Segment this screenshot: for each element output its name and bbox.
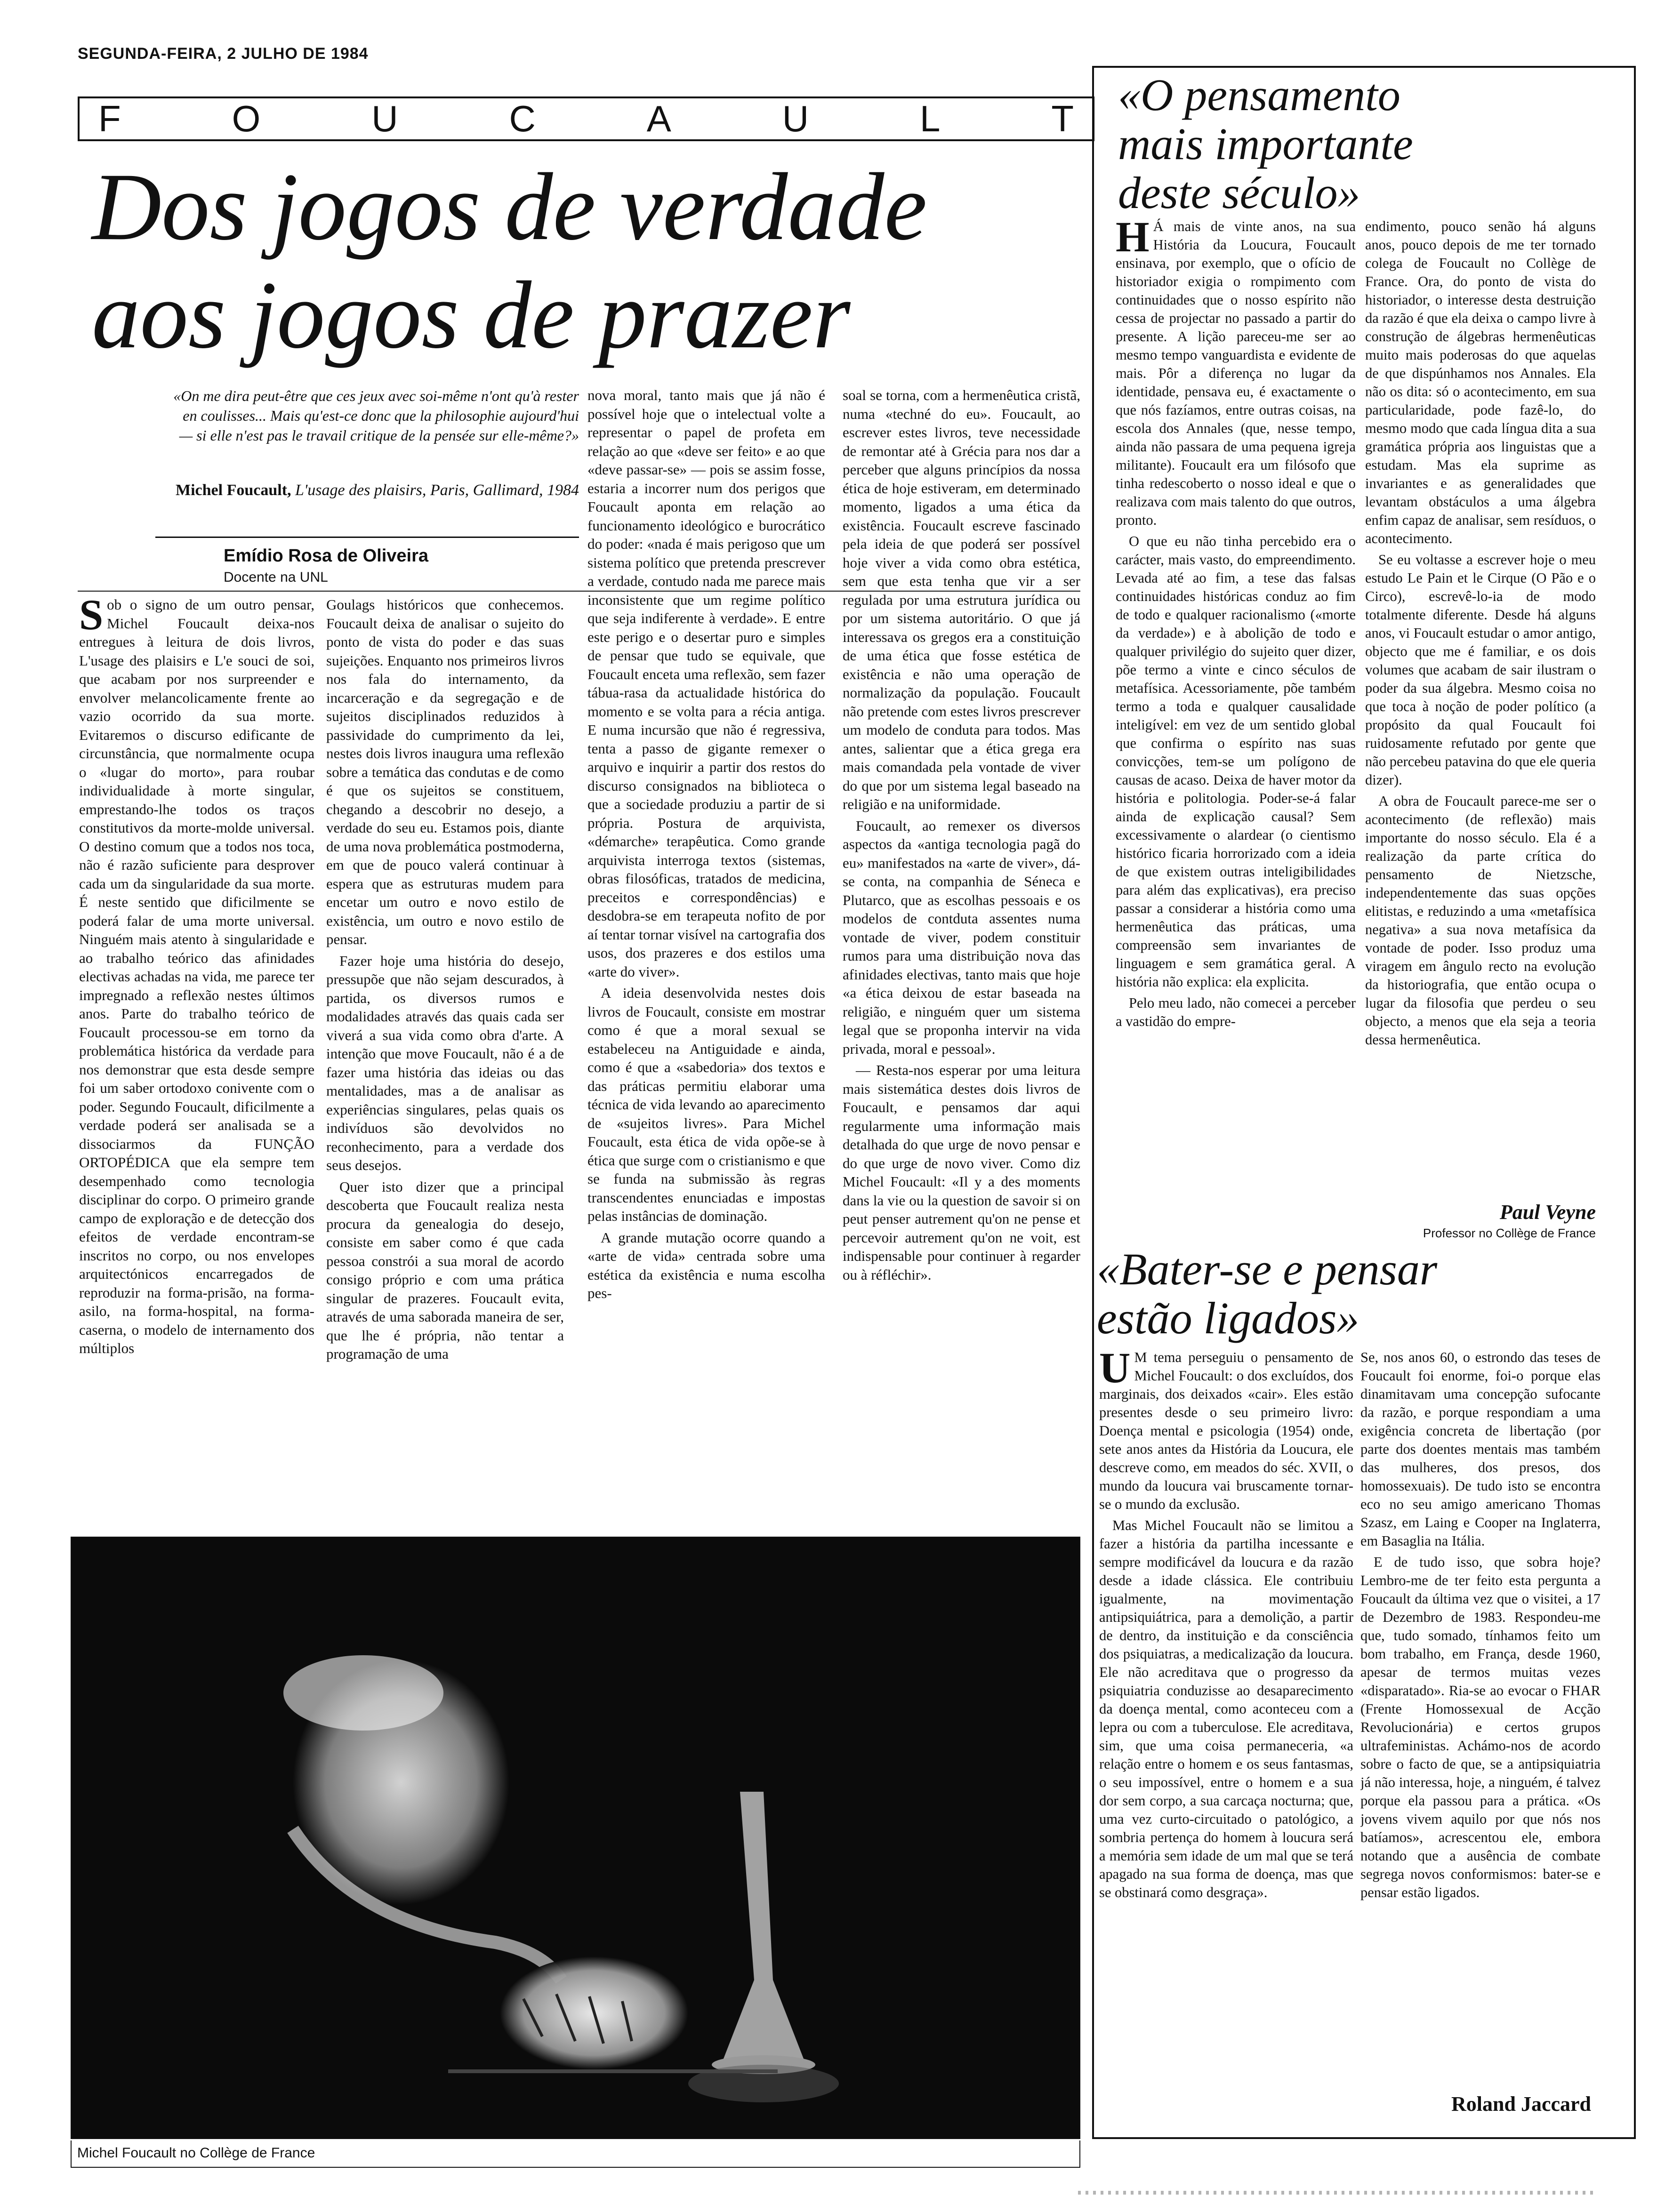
epigraph-book: L'usage des plaisirs, Paris, Gallimard, 1984 bbox=[295, 481, 579, 499]
paragraph: Goulags históricos que conhecemos. Foucault deixa de analisar o sujeito do ponto de vista do poder e das suas sujeições. Enquanto nos primeiros livros nos fala do internamento, da incarceração e da segregação e de sujeitos disciplinados reduzidos à passividade do cumprimento da lei, nestes dois livros inaugura uma reflexão sobre a temática das condutas e de como é que os sujeitos se constituem, chegando a descobrir no desejo, a verdade do seu eu. Estamos pois, diante de uma nova problemática postmoderna, em que de pouco valerá continuar à espera que as estruturas mudem para encetar um outro e novo estilo de existência, um outro e novo estilo de pensar. bbox=[326, 596, 564, 947]
paragraph: Mas Michel Foucault não se limitou a fazer a história da partilha incessante e sempre modificável da loucura e da razão desde a idade clássica. Ele contribuiu igualmente, na movimentação antipsiquiátrica, para a demolição, a partir de dentro, da instituição e da consciência dos psiquiatras, a medicalização da loucura. Ele não acreditava que o progresso da psiquiatria conduzisse ao desaparecimento da doença mental, como aconteceu com a lepra ou com a tuberculose. Ele acreditava, sim, que uma coisa permaneceria, «a relação entre o homem e os seus fantasmas, o seu impossível, entre o homem e a sua dor sem corpo, a sua carcaça nocturna; que, uma vez curto-circuitado o patológico, a sombria pertença do homem à loucura será a memória sem idade de um mal que se terá apagado na sua forma de doença, mas que se obstinará como desgraça». bbox=[1099, 1517, 1353, 1900]
paragraph: Se, nos anos 60, o estrondo das teses de Foucault foi enorme, foi-o porque elas dinamitavam uma concepção sufocante da razão, e porque respondiam a uma exigência concreta de libertação (por parte dos doentes mentais mas também das mulheres, dos presos, dos homossexuais). De tudo isto se encontra eco no seu amigo americano Thomas Szasz, em Laing e Cooper na Inglaterra, em Basaglia na Itália. bbox=[1360, 1349, 1601, 1549]
box1-title bbox=[1118, 71, 1626, 217]
section-letter: C bbox=[509, 98, 536, 139]
paragraph: soal se torna, com a hermenêutica cristã, numa «techné do eu». Foucault, ao escrever estes livros, teve necessidade de remontar até à Grécia para nos dar a perceber que alguns princípios da nossa ética de hoje estiveram, em determinado momento, ligados a uma ética da existência. Foucault escreve fascinado pela ideia de que poderá ser possível hoje viver a vida como obra estética, sem que esta tenha que vir a ser regulada por uma estrutura jurídica ou por um sistema autoritário. O que já interessava os gregos era a constituição de uma ética que fosse estética de existência e não uma operação de normalização da população. Foucault não pretende com estes livros prescrever um modelo de conduta para todos. Mas antes, salientar que a ética grega era mais comandada pela vontade de viver do que por um sistema legal baseado na religião e na uniformidade. bbox=[843, 387, 1080, 812]
epigraph-author: Michel Foucault, bbox=[176, 481, 291, 499]
section-letter: U bbox=[371, 98, 398, 139]
drop-cap: S bbox=[79, 595, 104, 639]
headline-line-2: aos jogos de prazer bbox=[92, 262, 851, 369]
box2-title-line: «Bater-se e pensar bbox=[1097, 1244, 1438, 1294]
scan-artifact bbox=[1078, 2191, 1596, 2195]
paragraph: — Resta-nos esperar por uma leitura mais sistemática destes dois livros de Foucault, e pensamos dar aqui regularmente uma informação mais detalhada do que urge de novo pensar e do que urge de novo viver. Como diz Michel Foucault: «Il y a des moments dans la vie ou la question de savoir si on peut penser autrement qu'on ne pense et percevoir autrement qu'on ne voit, est indispensable pour continuer à regarder ou à réfléchir». bbox=[843, 1062, 1080, 1283]
paragraph: nova moral, tanto mais que já não é possível hoje que o intelectual volte a representar o papel de profeta em relação ao que «deve ser feito» e ao que «deve passar-se» — pois se assim fosse, estaria a incorrer num dos perigos que Foucault aponta em relação ao funcionamento ideológico e burocrático do poder: «nada é mais perigoso que um sistema político que pretenda prescrever a verdade, contudo nada me parece mais inconsistente que um regime político que seja indiferente à verdade». E entre este perigo e o desertar puro e simples de pensar que tudo se equivale, que Foucault enceta uma reflexão, sem fazer tábua-rasa da actualidade histórica do momento e se volta para a récia antiga. E numa incursão que não é regressiva, tenta a passo de gigante remexer o arquivo e inquirir a partir dos restos do discurso consignados na biblioteca o que a sociedade produziu a partir de si própria. Postura de arquivista, «démarche» terapêutica. Como grande arquivista interroga textos (sistemas, obras filosóficas, tratados de medicina, preceitos e correspondências) e desdobra-se em terapeuta nofito de por aí tentar tornar visível na cartografia dos usos, dos prazeres e dos estilos uma «arte do viver». bbox=[587, 387, 825, 980]
photo-illustration bbox=[72, 1538, 1080, 2139]
paragraph: Se eu voltasse a escrever hoje o meu estudo Le Pain et le Cirque (O Pão e o Circo), escrevê-lo-ia de modo totalmente diferente. Desde há alguns anos, vi Foucault estudar o amor antigo, objecto que me é familiar, e os dois volumes que acabam de sair ilustram o poder da sua álgebra. Mesmo coisa no que toca à noção de poder político (a propósito da qual Foucault foi ruidosamente refutado por gente que não percebeu patavina do que ele queria dizer). bbox=[1365, 552, 1596, 788]
section-letter: F bbox=[98, 98, 121, 139]
section-letter: O bbox=[232, 98, 261, 139]
epigraph-source bbox=[155, 480, 579, 501]
paragraph: Á mais de vinte anos, na sua História da Loucura, Foucault ensinava, por exemplo, que o ofício de historiador exigia o rompimento com continuidades que o nosso espírito não cessa de projectar no passado a partir do presente. A lição pareceu-me ser ao mesmo tempo vanguardista e evidente de mais. Pôr a diferença no lugar da identidade, pensava eu, é exactamente o que nós fazíamos, entre outras coisas, na escola dos Annales (que, nesse tempo, ainda não passara de uma pequena igreja militante). Foucault era um filósofo que tinha redescoberto o nosso ideal e que o realizava com mais talento do que outros, pronto. bbox=[1116, 218, 1356, 528]
section-banner bbox=[78, 96, 1094, 141]
paragraph: A ideia desenvolvida nestes dois livros de Foucault, consiste em mostrar como é que a moral sexual se estabeleceu na Antiguidade e ainda, como é que a «sabedoria» dos textos e das práticas permitiu elaborar uma técnica de vida levando ao aparecimento de «sujeitos livres». Para Michel Foucault, esta ética de vida opõe-se à ética que surge com o cristianismo e que se funda na submissão às regras transcendentes enunciadas e impostas pelas instâncias de dominação. bbox=[587, 985, 825, 1224]
headline-line-1: Dos jogos de verdade bbox=[92, 153, 927, 260]
paragraph: O que eu não tinha percebido era o carácter, mais vasto, do empreendimento. Levada até ao fim, a tese das falsas continuidades históricas conduz ao fim de todo e qualquer racionalismo («morte da verdade») e à abolição de todo e qualquer privilégio do sujeito quer dizer, põe termo a vinte e cinco séculos de metafísica. Acessoriamente, põe também termo a toda e qualquer causalidade inteligível: em vez de um sentido global que confirma o espírito nas suas convicções, tem-se um polígono de causas de acaso. Deixa de haver motor da história e politologia. Poder-se-á falar ainda de explicação causal? Sem excessivamente o alardear (o cientismo histórico ficaria horrorizado com a ideia de que existem outras inteligibilidades para além das explicativas), era preciso passar a considerar a história como uma hermenêutica das práticas, uma compreensão sem invariantes de linguagem e sem gramática geral. A história não explica: ela explicita. bbox=[1116, 533, 1356, 990]
paragraph: A grande mutação ocorre quando a «arte de vida» centrada sobre uma estética da existência e numa escolha pes- bbox=[587, 1229, 825, 1301]
byline-name: Emídio Rosa de Oliveira bbox=[224, 546, 429, 566]
article-column-4 bbox=[843, 386, 1080, 1530]
box2-column-a bbox=[1099, 1348, 1353, 2130]
byline-role: Docente na UNL bbox=[224, 569, 328, 585]
photo-caption: Michel Foucault no Collège de France bbox=[71, 2140, 1080, 2168]
paragraph: Quer isto dizer que a principal descoberta que Foucault realiza nesta procura da genealogia do desejo, consiste em saber como é que cada pessoa constrói a sua moral de acordo consigo próprio e com uma prática singular de prazeres. Foucault evita, através de uma saborada maneira de ser, que lhe é própria, não tentar a programação de uma bbox=[326, 1178, 564, 1362]
paragraph: A obra de Foucault parece-me ser o acontecimento (de reflexão) mais importante do nosso século. Ela é a realização da parte crítica do pensamento de Nietzsche, independentemente das suas opções elitistas, e reduzindo a uma «metafísica negativa» a sua nova metafísica da vontade de poder. Isso produz uma viragem em ângulo recto na evolução da historiografia, que então ocupa o lugar da filosofia que perdeu o seu objecto, a menos que ela seja a teoria dessa hermenêutica. bbox=[1365, 793, 1596, 1048]
dateline: SEGUNDA-FEIRA, 2 JULHO DE 1984 bbox=[78, 45, 369, 63]
section-letter: A bbox=[646, 98, 671, 139]
foucault-photo bbox=[71, 1537, 1080, 2139]
paragraph: Pelo meu lado, não comecei a perceber a vastidão do empre- bbox=[1116, 995, 1356, 1029]
paragraph: Foucault, ao remexer os diversos aspectos da «antiga tecnologia pagã do eu» manifestados na «arte de viver», dá-se conta, na companhia de Séneca e Plutarco, que as escolhas pessoais e os modelos de contduta assentes numa vontade de viver, podem constituir rumos para uma distribuição nova das afinidades electivas, tanto mais que hoje «a ética deixou de estar baseada na religião, e ninguém quer um sistema legal que se proponha intervir na vida privada, moral e pessoal». bbox=[843, 817, 1080, 1057]
box1-author-role: Professor no Collège de France bbox=[1423, 1226, 1596, 1240]
paragraph: M tema perseguiu o pensamento de Michel Foucault: o dos excluídos, dos marginais, dos deixados «cair». Eles estão presentes desde o seu primeiro livro: Doença mental e psicologia (1954) onde, sete anos antes da História da Loucura, ele descreve como, em meados do séc. XVII, o mundo da loucura vai bruscamente tornar-se o mundo da exclusão. bbox=[1099, 1349, 1353, 1512]
box1-column-a bbox=[1116, 217, 1356, 1234]
box2-author: Roland Jaccard bbox=[1451, 2092, 1591, 2116]
paragraph: E de tudo isso, que sobra hoje? Lembro-me de ter feito esta pergunta a Foucault da última vez que o visitei, a 17 de Dezembro de 1983. Respondeu-me que, tudo somado, tínhamos feito um bom trabalho, em França, desde 1960, apesar de termos muitas vezes «disparatado». Ria-se ao evocar o FHAR (Frente Homossexual de Acção Revolucionária) e certos grupos ultrafeministas. Achámo-nos de acordo sobre o facto de que, se a antipsiquiatria já não interessa, hoje, a ninguém, é talvez porque ela passou para a prática. «Os jovens vivem aquilo por que nós nos batíamos», acrescentou ele, embora notando que a ausência de combate segrega novos conformismos: bater-se e pensar estão ligados. bbox=[1360, 1554, 1601, 1900]
article-headline bbox=[92, 153, 1080, 369]
article-column-1 bbox=[79, 595, 314, 1530]
box2-title-line: estão ligados» bbox=[1097, 1293, 1359, 1343]
section-letter: T bbox=[1051, 98, 1074, 139]
drop-cap: U bbox=[1099, 1348, 1131, 1392]
box1-column-b bbox=[1365, 217, 1596, 1196]
byline-rule-top bbox=[155, 537, 579, 538]
article-column-2 bbox=[326, 595, 564, 1530]
box2-column-b bbox=[1360, 1348, 1601, 2087]
box1-author: Paul Veyne bbox=[1499, 1201, 1596, 1224]
article-column-3 bbox=[587, 386, 825, 1530]
box1-title-line: deste século» bbox=[1118, 168, 1360, 218]
paragraph: endimento, pouco senão há alguns anos, pouco depois de me ter tornado colega de Foucault no Collège de France. Ora, do ponto de vista do historiador, o interesse desta destruição da razão é que ela deixa o campo livre à construção de álgebras hermenêuticas muito mais poderosas do que aquelas de que dispúnhamos nos Annales. Ela não os dita: só o acontecimento, em sua particularidade, pode fazê-lo, do mesmo modo que cada língua dita a sua gramática própria aos linguistas que a estudam. Mas ela suprime as invariantes e as generalidades que levantam obstáculos a uma álgebra enfim capaz de analisar, sem resíduos, o acontecimento. bbox=[1365, 218, 1596, 546]
epigraph-quote: «On me dira peut-être que ces jeux avec soi-même n'ont qu'à rester en coulisses... Mais qu'est-ce donc que la philosophie aujourd'hui — si elle n'est pas le travail critique de la pensée sur elle-même?» bbox=[173, 387, 579, 444]
box1-title-line: mais importante bbox=[1118, 119, 1413, 169]
box1-title-line: «O pensamento bbox=[1118, 70, 1400, 120]
paragraph: ob o signo de um outro pensar, Michel Foucault deixa-nos entregues à leitura de dois livros, L'usage des plaisirs e L'e souci de soi, que acabam por nos surpreender e envolver melancolicamente frente ao vazio ocorrido da sua morte. Evitaremos o discurso edificante de circunstância, que normalmente ocupa o «lugar do morto», para roubar individualidade à morte singular, emprestando-lhe todos os traços constitutivos da morte-molde universal. O destino comum que a todos nos toca, não é razão suficiente para desprover cada um da singularidade da sua morte. É neste sentido que dificilmente se poderá falar de uma morte universal. Ninguém mais atento à singularidade e ao trabalho teórico das afinidades electivas achadas na vida, me parece ter impregnado a reflexão nestes últimos anos. Parte do trabalho teórico de Foucault processou-se em torno da problemática histórica da verdade para nos demonstrar que esta desde sempre foi um saber ortodoxo conivente com o poder. Segundo Foucault, dificilmente a verdade poderá ser analisada se a dissociarmos da FUNÇÃO ORTOPÉDICA que ela sempre tem desempenhado como tecnologia disciplinar do corpo. O primeiro grande campo de exploração e de detecção dos efeitos de verdade encontram-se inscritos no corpo, ou nos envelopes arquitectónicos encarregados de reproduzir na forma-prisão, na forma-asilo, na forma-hospital, na forma-caserna, o modelo de internamento dos múltiplos bbox=[79, 596, 314, 1356]
box2-title bbox=[1097, 1245, 1624, 1343]
section-letter: U bbox=[782, 98, 809, 139]
paragraph: Fazer hoje uma história do desejo, pressupõe que não sejam descurados, à partida, os diversos rumos e modalidades através das quais cada ser viverá a sua vida como obra d'arte. A intenção que move Foucault, não é a de fazer uma história das ideias ou das mentalidades, mas a de analisar as experiências singulares, pelas quais os indivíduos são devolvidos no reconhecimento, para a verdade dos seus desejos. bbox=[326, 952, 564, 1173]
drop-cap: H bbox=[1116, 217, 1150, 261]
section-letter: L bbox=[920, 98, 941, 139]
